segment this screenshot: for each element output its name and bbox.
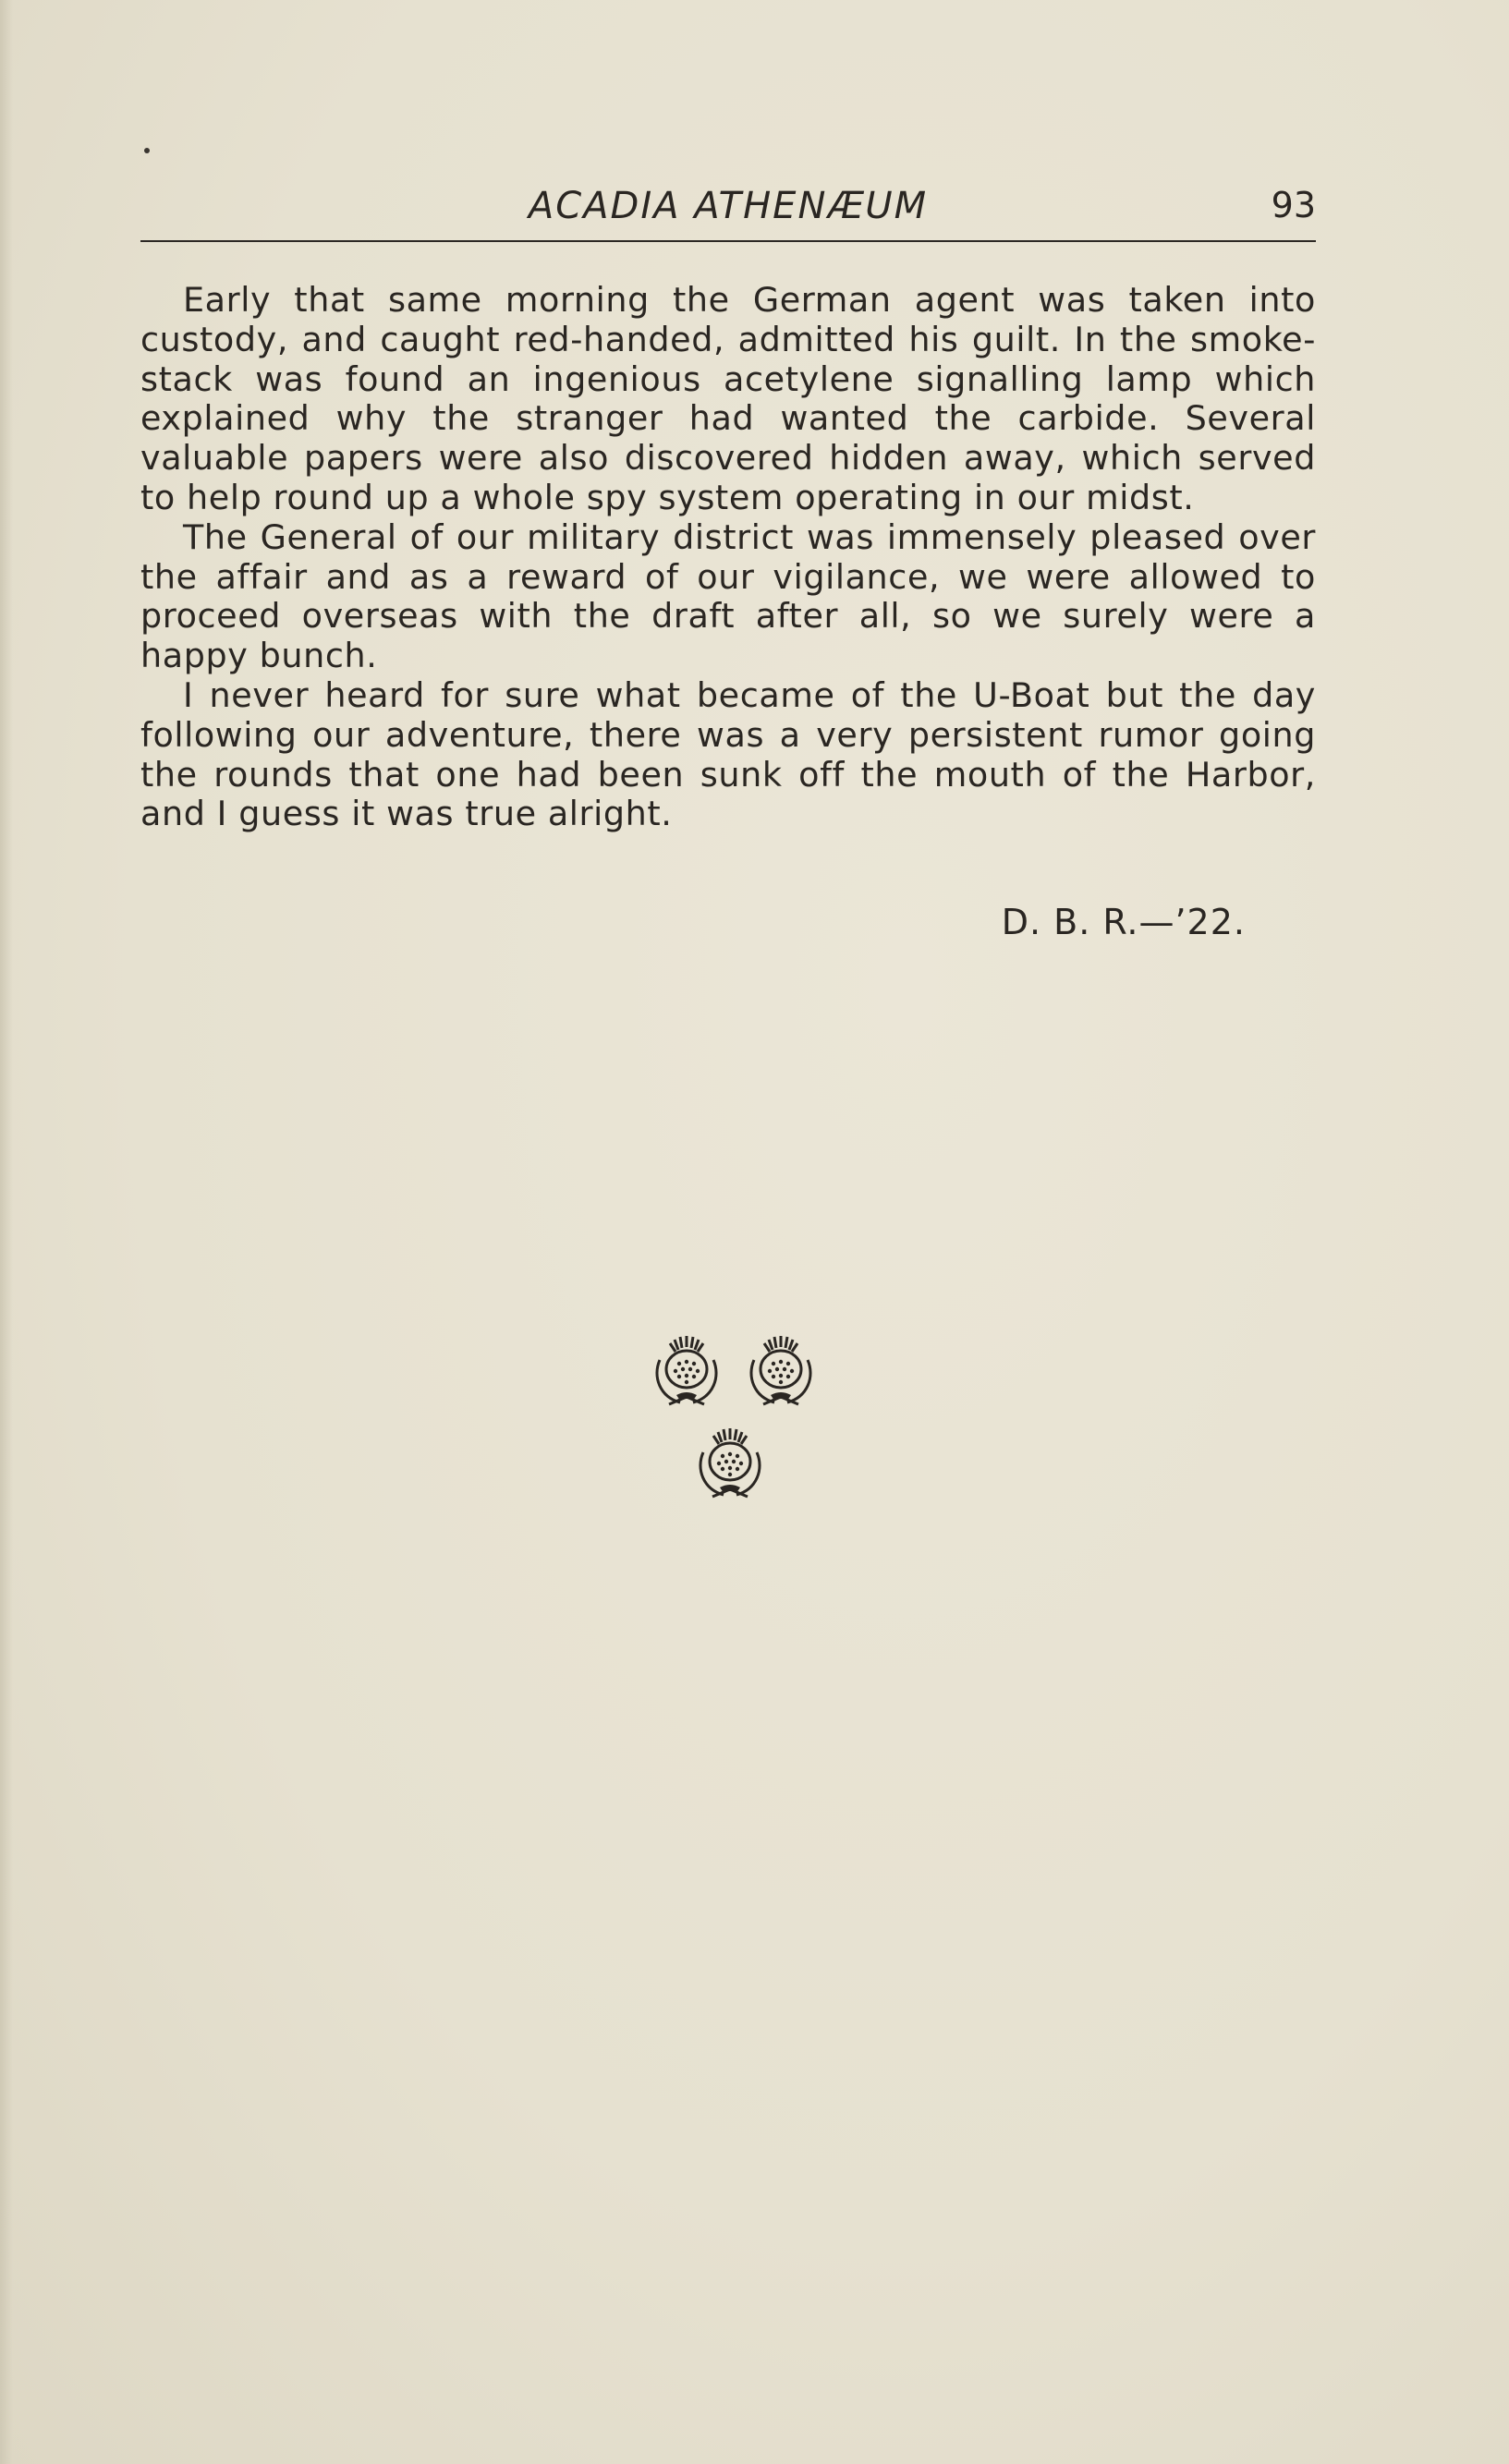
author-signature: D. B. R.—’22. bbox=[1001, 902, 1246, 942]
page-edge-shadow bbox=[0, 0, 13, 2464]
running-title: ACADIA ATHENÆUM bbox=[528, 185, 929, 227]
ink-speck bbox=[144, 148, 150, 153]
paragraph: I never heard for sure what became of the U-Boat but the day following our adventure, there was a very persistent rumor going the rounds that one had been sunk off the mouth of the Harbor, and I guess it was true alright. bbox=[140, 674, 1316, 834]
thistle-ornament-icon bbox=[694, 1425, 766, 1504]
page-number: 93 bbox=[1271, 185, 1316, 225]
thistle-ornament-icon bbox=[745, 1332, 817, 1412]
paragraph: The General of our military district was immensely pleased over the affair and as a reward of our vigilance, we were allowed to proceed overseas with the draft after all, so we surely were a happy bunch. bbox=[140, 516, 1316, 676]
page-header bbox=[140, 181, 1316, 242]
paragraph: Early that same morning the German agent was taken into custody, and caught red-handed, admitted his guilt. In the smoke-stack was found an ingenious acetylene signalling lamp which explained why the stranger had wanted the carbide. Several valuable papers were also discovered hidden away, which served to help round up a whole spy system operating in our midst. bbox=[140, 280, 1316, 517]
thistle-ornament-icon bbox=[651, 1332, 723, 1412]
article-body bbox=[140, 281, 1316, 834]
